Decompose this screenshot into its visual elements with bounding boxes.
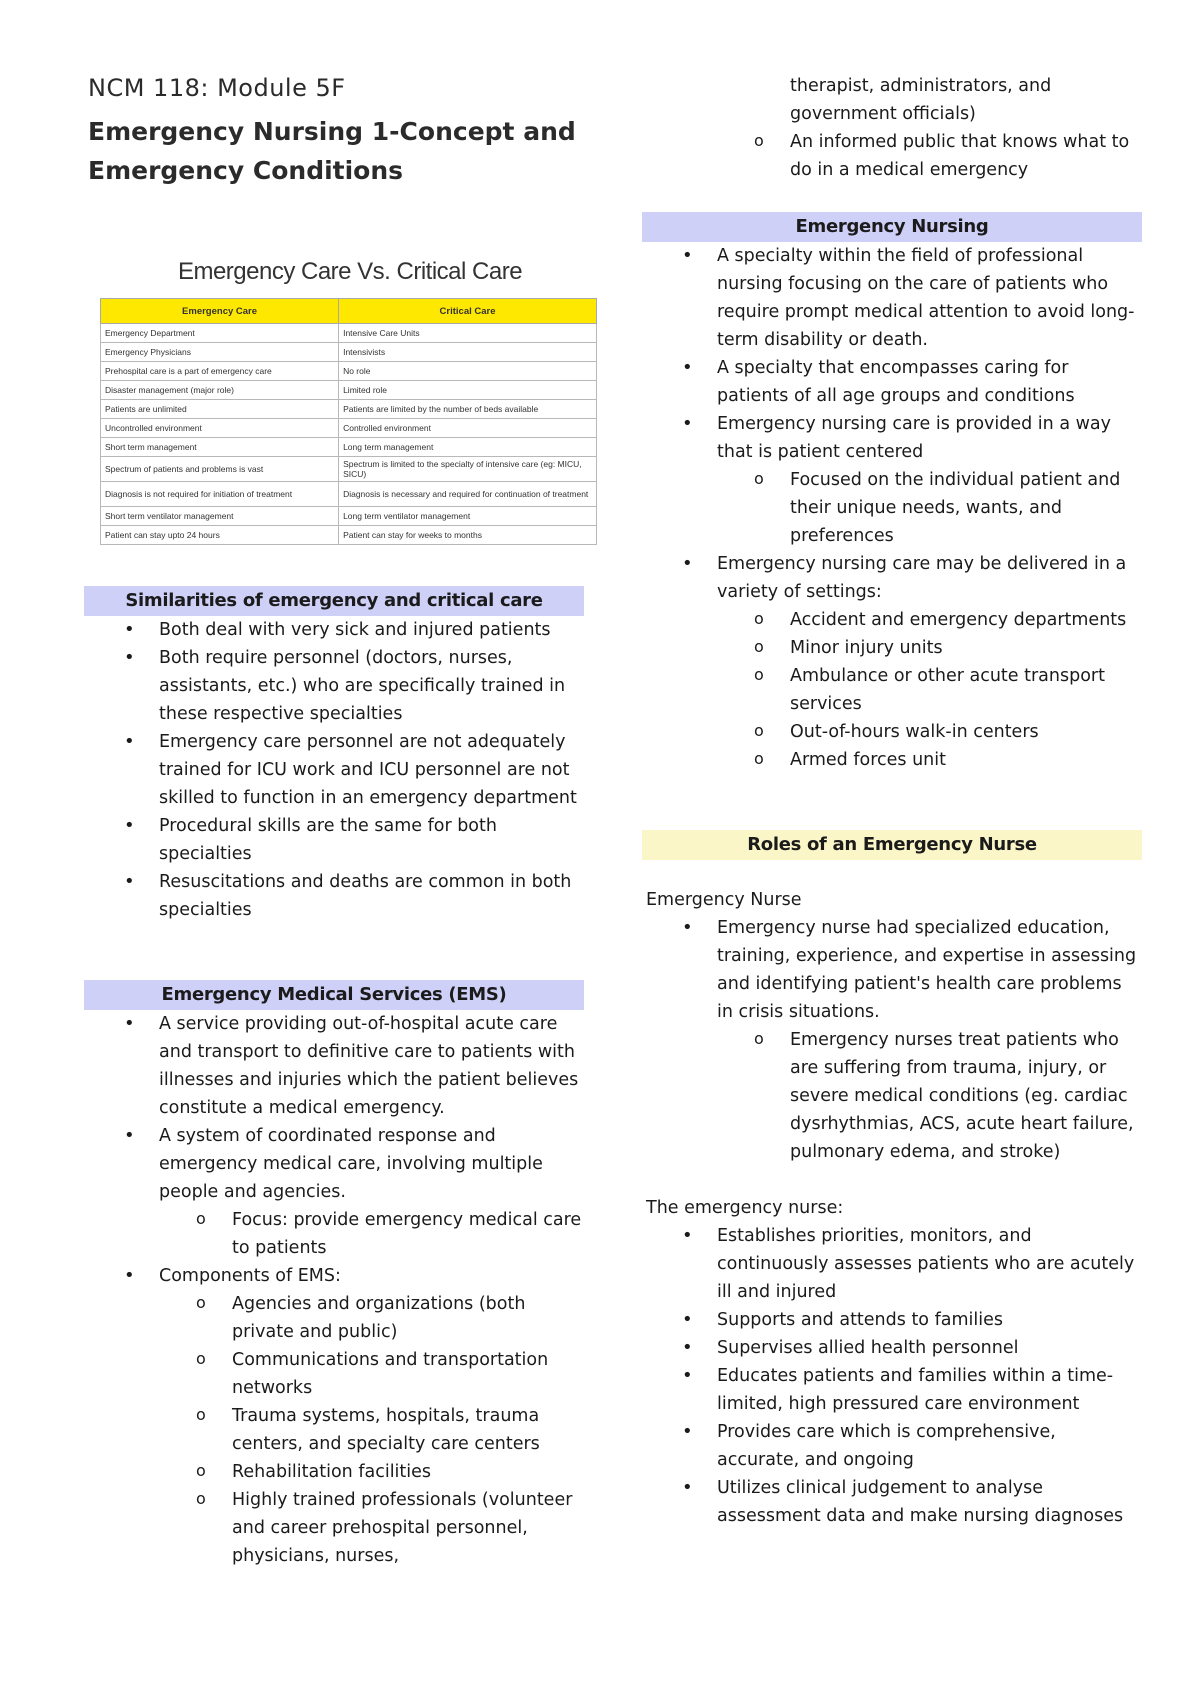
ems-list-continued [642, 128, 1142, 184]
list-subitem: o Focus: provide emergency medical care to patients [84, 1206, 584, 1262]
figure-title: Emergency Care Vs. Critical Care [177, 258, 523, 285]
table-row [101, 526, 597, 545]
list-item: • Utilizes clinical judgement to analyse assessment data and make nursing diagnoses [642, 1474, 1142, 1530]
table-cell: Intensive Care Units [339, 324, 597, 343]
list-subitem: o Highly trained professionals (volunteer and career prehospital personnel, physicians, nurses, [84, 1486, 584, 1570]
subheading-label: The emergency nurse: [646, 1198, 844, 1218]
ems-list [84, 1010, 584, 1570]
list-item: • A specialty that encompasses caring for patients of all age groups and conditions [642, 354, 1142, 410]
list-subitem: o Agencies and organizations (both private and public) [84, 1290, 584, 1346]
list-subitem: o Armed forces unit [642, 746, 1142, 774]
table-row [101, 324, 597, 343]
list-subitem: o An informed public that knows what to do in a medical emergency [642, 128, 1142, 184]
table-cell: No role [339, 362, 597, 381]
table-cell: Limited role [339, 381, 597, 400]
list-item: • Components of EMS: [84, 1262, 584, 1290]
emergency-nursing-list [642, 242, 1142, 774]
emergency-nursing-section [642, 212, 1142, 774]
table-cell: Spectrum of patients and problems is vast [101, 457, 339, 482]
list-subitem: o Trauma systems, hospitals, trauma centers, and specialty care centers [84, 1402, 584, 1458]
list-item: • Resuscitations and deaths are common in both specialties [84, 868, 584, 924]
table-row [101, 482, 597, 507]
table-row [101, 400, 597, 419]
table-row [101, 343, 597, 362]
table-row [101, 419, 597, 438]
page-title: Emergency Nursing 1-Concept and Emergency Conditions [88, 117, 576, 185]
ems-continued [642, 72, 1142, 184]
table-header-row [101, 299, 597, 324]
list-subitem: o Focused on the individual patient and their unique needs, wants, and preferences [642, 466, 1142, 550]
table-row [101, 507, 597, 526]
table-cell: Diagnosis is not required for initiation of treatment [101, 482, 339, 507]
similarities-list [84, 616, 584, 924]
column-header: Critical Care [339, 299, 597, 324]
list-item: • Establishes priorities, monitors, and continuously assesses patients who are acutely ill and injured [642, 1222, 1142, 1306]
column-header: Emergency Care [101, 299, 339, 324]
table-cell: Long term management [339, 438, 597, 457]
comparison-figure [100, 258, 600, 545]
list-item: • Emergency nursing care is provided in a way that is patient centered [642, 410, 1142, 466]
list-subitem: o Minor injury units [642, 634, 1142, 662]
table-row [101, 438, 597, 457]
section-heading: Emergency Medical Services (EMS) [84, 980, 584, 1010]
list-item: • Both require personnel (doctors, nurses, assistants, etc.) who are specifically trained in these respective specialties [84, 644, 584, 728]
list-item: • Educates patients and families within a time-limited, high pressured care environment [642, 1362, 1142, 1418]
table-cell: Patient can stay upto 24 hours [101, 526, 339, 545]
section-heading: Emergency Nursing [642, 212, 1142, 242]
list-item: • Emergency care personnel are not adequately trained for ICU work and ICU personnel are not skilled to function in an emergency department [84, 728, 584, 812]
table-cell: Patients are unlimited [101, 400, 339, 419]
ems-section [84, 980, 584, 1570]
table-row [101, 381, 597, 400]
section-heading: Similarities of emergency and critical care [84, 586, 584, 616]
table-cell: Patient can stay for weeks to months [339, 526, 597, 545]
table-cell: Controlled environment [339, 419, 597, 438]
comparison-table [100, 298, 597, 545]
list-item: • A service providing out-of-hospital acute care and transport to definitive care to patients with illnesses and injuries which the patient believes constitute a medical emergency. [84, 1010, 584, 1122]
list-item: • Emergency nurse had specialized education, training, experience, and expertise in assessing and identifying patient's health care problems in crisis situations. [642, 914, 1142, 1026]
table-cell: Short term management [101, 438, 339, 457]
list-subitem: o Communications and transportation networks [84, 1346, 584, 1402]
table-row [101, 362, 597, 381]
table-cell: Emergency Department [101, 324, 339, 343]
list-continuation: therapist, administrators, and government officials) [790, 76, 1052, 124]
table-cell: Emergency Physicians [101, 343, 339, 362]
table-cell: Diagnosis is necessary and required for continuation of treatment [339, 482, 597, 507]
list-item: • Supports and attends to families [642, 1306, 1142, 1334]
list-item: • A system of coordinated response and emergency medical care, involving multiple people and agencies. [84, 1122, 584, 1206]
table-row [101, 457, 597, 482]
list-subitem: o Accident and emergency departments [642, 606, 1142, 634]
duties-list [642, 1222, 1142, 1530]
list-item: • Both deal with very sick and injured patients [84, 616, 584, 644]
roles-list [642, 914, 1142, 1166]
table-cell: Long term ventilator management [339, 507, 597, 526]
table-cell: Patients are limited by the number of beds available [339, 400, 597, 419]
table-cell: Intensivists [339, 343, 597, 362]
roles-section [642, 830, 1142, 1530]
section-heading: Roles of an Emergency Nurse [642, 830, 1142, 860]
list-item: • Supervises allied health personnel [642, 1334, 1142, 1362]
table-cell: Uncontrolled environment [101, 419, 339, 438]
table-cell: Short term ventilator management [101, 507, 339, 526]
table-cell: Disaster management (major role) [101, 381, 339, 400]
list-item: • Provides care which is comprehensive, accurate, and ongoing [642, 1418, 1142, 1474]
table-cell: Spectrum is limited to the specialty of intensive care (eg: MICU, SICU) [339, 457, 597, 482]
subheading-label: Emergency Nurse [646, 890, 802, 910]
list-subitem: o Rehabilitation facilities [84, 1458, 584, 1486]
list-subitem: o Out-of-hours walk-in centers [642, 718, 1142, 746]
list-item: • Emergency nursing care may be delivered in a variety of settings: [642, 550, 1142, 606]
course-code: NCM 118: Module 5F [88, 74, 346, 102]
list-subitem: o Emergency nurses treat patients who are suffering from trauma, injury, or severe medical conditions (eg. cardiac dysrhythmias, ACS, acute heart failure, pulmonary edema, and stroke) [642, 1026, 1142, 1166]
list-subitem: o Ambulance or other acute transport services [642, 662, 1142, 718]
table-cell: Prehospital care is a part of emergency care [101, 362, 339, 381]
similarities-section [84, 586, 584, 924]
list-item: • Procedural skills are the same for both specialties [84, 812, 584, 868]
list-item: • A specialty within the field of professional nursing focusing on the care of patients who require prompt medical attention to avoid long-term disability or death. [642, 242, 1142, 354]
